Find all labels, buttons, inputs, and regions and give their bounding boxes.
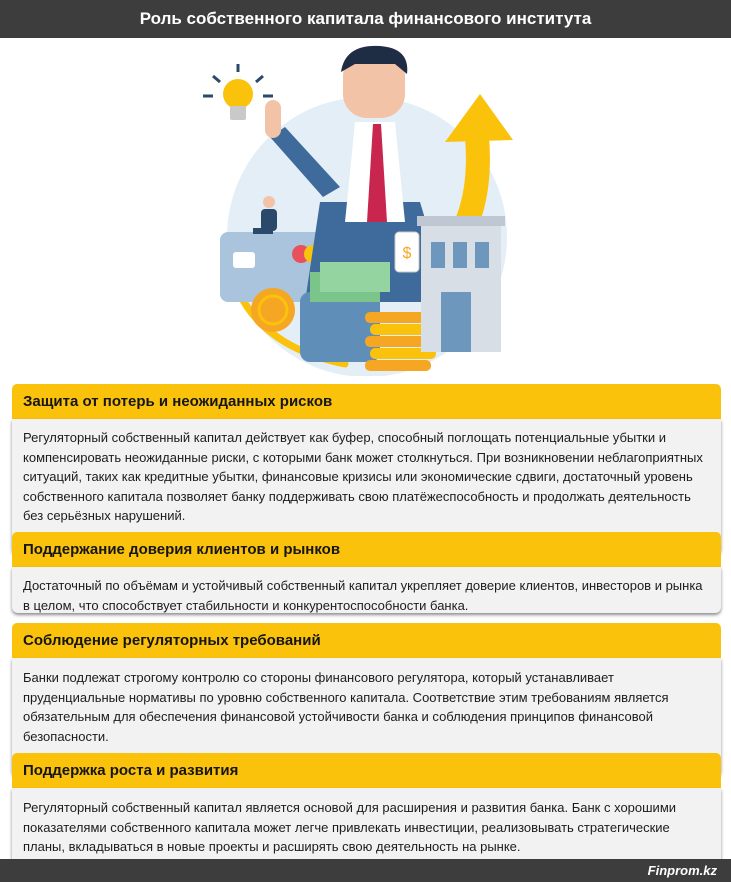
lightbulb-icon: [203, 64, 273, 120]
section-heading: Защита от потерь и неожиданных рисков: [12, 384, 721, 419]
finance-illustration: [195, 42, 535, 376]
brand-link[interactable]: Finprom.kz: [647, 863, 717, 878]
page-title: Роль собственного капитала финансового института: [0, 0, 731, 38]
footer-bar: [0, 859, 731, 882]
smartphone-dollar-icon: [395, 232, 419, 272]
bank-building-icon: [417, 216, 505, 352]
section-client-trust: [12, 532, 721, 613]
section-body-text: Банки подлежат строгому контролю со стороны финансового регулятора, который устанавливает пруденциальные нормативы по уровню собственного капитала. Соответствие этим требованиям является обязательным для обеспечения финансовой устойчивости банка и соблюдения принципов финансовой безопасности.: [12, 658, 721, 776]
section-heading: Поддержание доверия клиентов и рынков: [12, 532, 721, 567]
svg-text:$: $: [402, 245, 412, 262]
section-heading: Соблюдение регуляторных требований: [12, 623, 721, 658]
section-body-text: Достаточный по объёмам и устойчивый собственный капитал укрепляет доверие клиентов, инвесторов и рынка в целом, что способствует стабильности и конкурентоспособности банка.: [12, 567, 721, 613]
section-loss-protection: [12, 384, 721, 554]
section-body-text: Регуляторный собственный капитал действует как буфер, способный поглощать потенциальные убытки и компенсировать неожиданные риски, с которыми банк может столкнуться. При возникновении неблагоприятных ситуаций, таких как кредитные убытки, финансовые кризисы или экономические сдвиги, достаточный уровень собственного капитала позволяет банку поддерживать свою платёжеспособность и продолжать деятельность без серьёзных нарушений.: [12, 419, 721, 554]
section-heading: Поддержка роста и развития: [12, 753, 721, 788]
section-body-text: Регуляторный собственный капитал является основой для расширения и развития банка. Банк с хорошими показателями собственного капитала может легче привлекать инвестиции, реализовывать стратегические планы, вкладываться в новые проекты и расширять свою деятельность на рынке.: [12, 788, 721, 882]
